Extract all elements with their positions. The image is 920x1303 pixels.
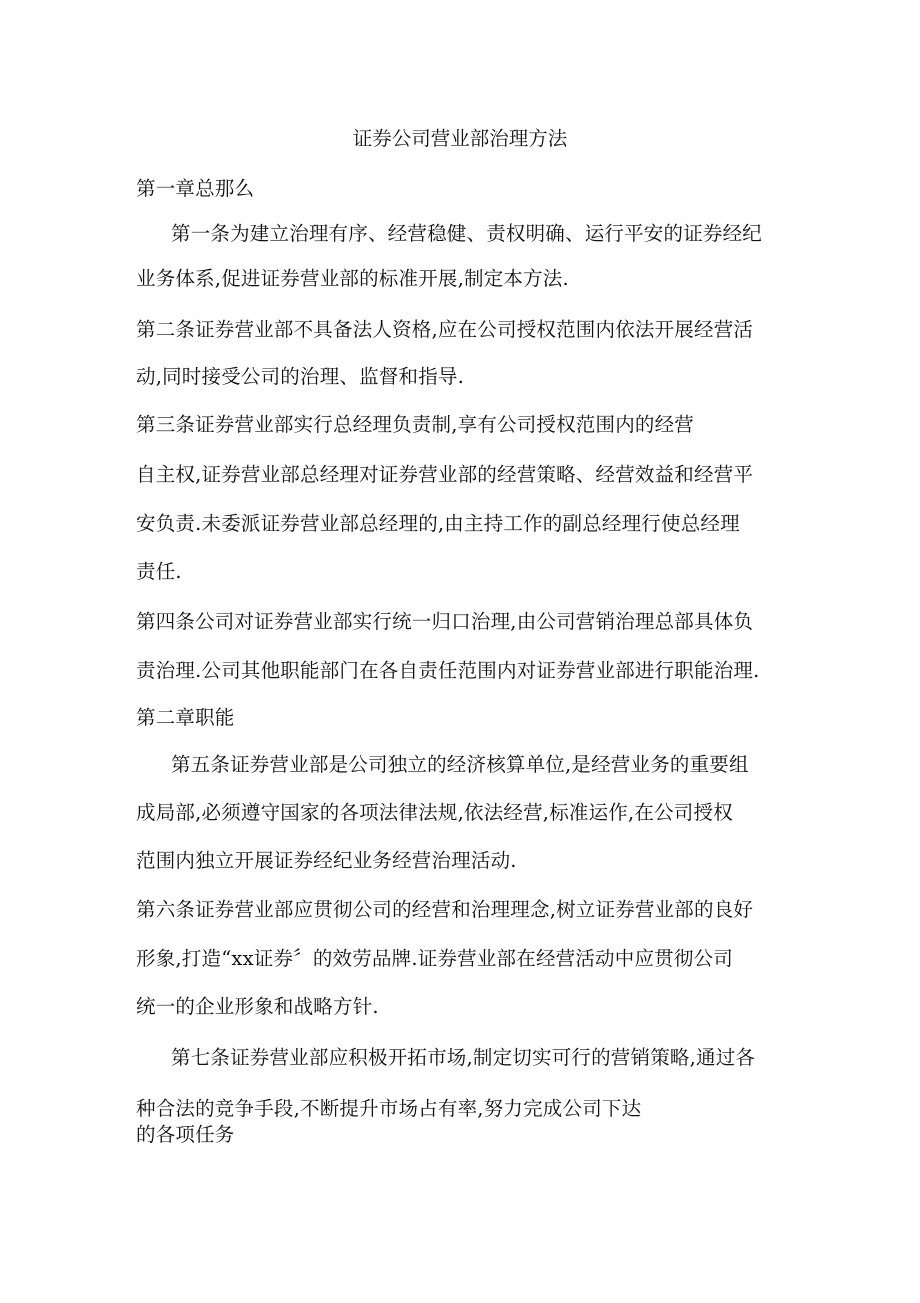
paragraph-line: 第七条证券营业部应积极开拓市场,制定切实可行的营销策略,通过各 xyxy=(171,1046,756,1069)
paragraph-line: 第四条公司对证券营业部实行统一归口治理,由公司营销治理总部具体负 xyxy=(136,610,754,633)
paragraph-line: 自主权,证券营业部总经理对证券营业部的经营策略、经营效益和经营平 xyxy=(136,463,754,486)
paragraph-line: 成局部,必须遵守国家的各项法律法规,依法经营,标准运作,在公司授权 xyxy=(136,801,733,824)
paragraph-line: 第三条证券营业部实行总经理负责制,享有公司授权范围内的经营 xyxy=(136,413,694,436)
paragraph-line: 的各项任务 xyxy=(136,1123,235,1146)
paragraph-line: 形象,打造“xx证券〞的效劳品牌.证券营业部在经营活动中应贯彻公司 xyxy=(136,947,733,970)
paragraph-line: 种合法的竞争手段,不断提升市场占有率,努力完成公司下达 xyxy=(136,1097,642,1120)
paragraph-line: 安负责.未委派证券营业部总经理的,由主持工作的副总经理行使总经理 xyxy=(136,512,740,535)
paragraph-line: 责治理.公司其他职能部门在各自责任范围内对证券营业部进行职能治理. xyxy=(136,659,760,682)
paragraph-line: 第六条证券营业部应贯彻公司的经营和治理理念,树立证券营业部的良好 xyxy=(136,898,754,921)
paragraph-line: 第二条证券营业部不具备法人资格,应在公司授权范围内依法开展经营活 xyxy=(136,318,754,341)
paragraph-line: 责任. xyxy=(136,560,182,583)
paragraph-line: 范围内独立开展证券经纪业务经营治理活动. xyxy=(136,849,517,872)
paragraph-line: 业务体系,促进证券营业部的标准开展,制定本方法. xyxy=(136,267,569,290)
document-title: 证券公司营业部治理方法 xyxy=(352,127,568,150)
chapter-heading: 第一章总那么 xyxy=(136,177,255,200)
paragraph-line: 统一的企业形象和战略方针. xyxy=(136,995,379,1018)
chapter-heading: 第二章职能 xyxy=(136,706,235,729)
paragraph-line: 动,同时接受公司的治理、监督和指导. xyxy=(136,365,464,388)
paragraph-line: 第一条为建立治理有序、经营稳健、责权明确、运行平安的证券经纪 xyxy=(171,222,763,245)
paragraph-line: 第五条证券营业部是公司独立的经济核算单位,是经营业务的重要组 xyxy=(171,753,749,776)
